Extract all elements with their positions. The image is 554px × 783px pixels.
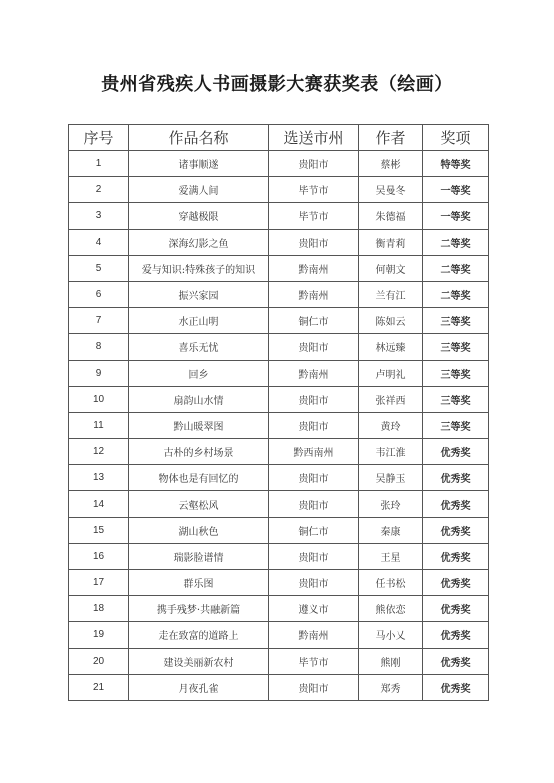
cell-work-title: 振兴家园: [129, 281, 269, 307]
cell-award: 优秀奖: [423, 622, 489, 648]
cell-award: 三等奖: [423, 334, 489, 360]
cell-city: 黔南州: [269, 255, 359, 281]
cell-work-title: 回乡: [129, 360, 269, 386]
cell-city: 贵阳市: [269, 674, 359, 700]
cell-author: 林远臻: [359, 334, 423, 360]
cell-author: 黄玲: [359, 412, 423, 438]
cell-author: 吴静玉: [359, 465, 423, 491]
table-row: [69, 334, 489, 360]
cell-work-title: 水正山明: [129, 308, 269, 334]
header-author: 作者: [359, 125, 423, 151]
cell-city: 黔南州: [269, 622, 359, 648]
cell-number: 11: [69, 412, 129, 438]
cell-number: 3: [69, 203, 129, 229]
cell-award: 三等奖: [423, 360, 489, 386]
cell-number: 5: [69, 255, 129, 281]
table-row: [69, 229, 489, 255]
cell-award: 二等奖: [423, 281, 489, 307]
table-row: [69, 674, 489, 700]
cell-number: 17: [69, 570, 129, 596]
cell-city: 贵阳市: [269, 334, 359, 360]
cell-city: 黔西南州: [269, 439, 359, 465]
cell-city: 遵义市: [269, 596, 359, 622]
cell-award: 优秀奖: [423, 439, 489, 465]
cell-city: 贵阳市: [269, 465, 359, 491]
page-title: 贵州省残疾人书画摄影大赛获奖表（绘画）: [101, 74, 453, 95]
cell-number: 14: [69, 491, 129, 517]
cell-author: 马小乂: [359, 622, 423, 648]
cell-author: 朱德福: [359, 203, 423, 229]
cell-city: 贵阳市: [269, 386, 359, 412]
header-city: 选送市州: [269, 125, 359, 151]
cell-work-title: 携手残梦·共融新篇: [129, 596, 269, 622]
cell-author: 蔡彬: [359, 151, 423, 177]
cell-city: 贵阳市: [269, 543, 359, 569]
table-row: [69, 543, 489, 569]
table-row: [69, 622, 489, 648]
cell-work-title: 走在致富的道路上: [129, 622, 269, 648]
cell-award: 三等奖: [423, 412, 489, 438]
cell-award: 优秀奖: [423, 674, 489, 700]
cell-city: 毕节市: [269, 648, 359, 674]
cell-work-title: 扇韵山水情: [129, 386, 269, 412]
cell-author: 兰有江: [359, 281, 423, 307]
cell-award: 三等奖: [423, 386, 489, 412]
table-body: [69, 151, 489, 701]
cell-award: 三等奖: [423, 308, 489, 334]
header-award: 奖项: [423, 125, 489, 151]
table-row: [69, 570, 489, 596]
cell-city: 黔南州: [269, 360, 359, 386]
cell-number: 6: [69, 281, 129, 307]
cell-author: 郑秀: [359, 674, 423, 700]
cell-city: 贵阳市: [269, 151, 359, 177]
cell-author: 陈如云: [359, 308, 423, 334]
table-row: [69, 308, 489, 334]
cell-number: 21: [69, 674, 129, 700]
cell-number: 16: [69, 543, 129, 569]
cell-award: 优秀奖: [423, 465, 489, 491]
cell-city: 毕节市: [269, 177, 359, 203]
cell-author: 吴曼冬: [359, 177, 423, 203]
cell-work-title: 群乐图: [129, 570, 269, 596]
cell-number: 2: [69, 177, 129, 203]
cell-author: 张玲: [359, 491, 423, 517]
awards-table: [68, 124, 489, 701]
cell-number: 12: [69, 439, 129, 465]
cell-award: 优秀奖: [423, 543, 489, 569]
cell-number: 18: [69, 596, 129, 622]
table-row: [69, 596, 489, 622]
cell-city: 贵阳市: [269, 229, 359, 255]
cell-author: 秦康: [359, 517, 423, 543]
cell-award: 优秀奖: [423, 517, 489, 543]
cell-number: 9: [69, 360, 129, 386]
cell-work-title: 古朴的乡村场景: [129, 439, 269, 465]
cell-award: 优秀奖: [423, 570, 489, 596]
cell-author: 熊依恋: [359, 596, 423, 622]
header-number: 序号: [69, 125, 129, 151]
cell-work-title: 爱与知识:特殊孩子的知识: [129, 255, 269, 281]
cell-city: 黔南州: [269, 281, 359, 307]
cell-author: 卢明礼: [359, 360, 423, 386]
cell-award: 优秀奖: [423, 596, 489, 622]
cell-award: 优秀奖: [423, 491, 489, 517]
cell-city: 毕节市: [269, 203, 359, 229]
cell-city: 铜仁市: [269, 517, 359, 543]
cell-number: 1: [69, 151, 129, 177]
cell-work-title: 建设美丽新农村: [129, 648, 269, 674]
cell-award: 二等奖: [423, 229, 489, 255]
header-work-title: 作品名称: [129, 125, 269, 151]
cell-work-title: 喜乐无忧: [129, 334, 269, 360]
cell-work-title: 云壑松风: [129, 491, 269, 517]
table-header-row: [69, 125, 489, 151]
cell-award: 二等奖: [423, 255, 489, 281]
cell-work-title: 湖山秋色: [129, 517, 269, 543]
cell-number: 10: [69, 386, 129, 412]
table-row: [69, 517, 489, 543]
cell-author: 任书松: [359, 570, 423, 596]
cell-city: 贵阳市: [269, 570, 359, 596]
cell-work-title: 深海幻影之鱼: [129, 229, 269, 255]
table-row: [69, 412, 489, 438]
cell-award: 一等奖: [423, 203, 489, 229]
cell-number: 4: [69, 229, 129, 255]
cell-work-title: 诸事顺遂: [129, 151, 269, 177]
cell-work-title: 月夜孔雀: [129, 674, 269, 700]
cell-number: 13: [69, 465, 129, 491]
cell-work-title: 爱满人间: [129, 177, 269, 203]
table-row: [69, 465, 489, 491]
cell-city: 铜仁市: [269, 308, 359, 334]
cell-author: 张祥西: [359, 386, 423, 412]
table-row: [69, 151, 489, 177]
table-row: [69, 439, 489, 465]
cell-number: 19: [69, 622, 129, 648]
cell-work-title: 穿越极限: [129, 203, 269, 229]
cell-number: 15: [69, 517, 129, 543]
table-row: [69, 203, 489, 229]
cell-number: 20: [69, 648, 129, 674]
cell-award: 一等奖: [423, 177, 489, 203]
cell-author: 衡青莉: [359, 229, 423, 255]
cell-author: 王星: [359, 543, 423, 569]
table-row: [69, 386, 489, 412]
cell-work-title: 物体也是有回忆的: [129, 465, 269, 491]
cell-city: 贵阳市: [269, 412, 359, 438]
cell-award: 优秀奖: [423, 648, 489, 674]
cell-author: 熊刚: [359, 648, 423, 674]
cell-author: 韦江淮: [359, 439, 423, 465]
cell-city: 贵阳市: [269, 491, 359, 517]
table-row: [69, 648, 489, 674]
table-row: [69, 491, 489, 517]
table-row: [69, 360, 489, 386]
table-row: [69, 177, 489, 203]
cell-number: 8: [69, 334, 129, 360]
cell-author: 何朝文: [359, 255, 423, 281]
cell-work-title: 黔山暖翠图: [129, 412, 269, 438]
table-row: [69, 281, 489, 307]
table-row: [69, 255, 489, 281]
cell-work-title: 瑞影脸谱情: [129, 543, 269, 569]
cell-number: 7: [69, 308, 129, 334]
cell-award: 特等奖: [423, 151, 489, 177]
